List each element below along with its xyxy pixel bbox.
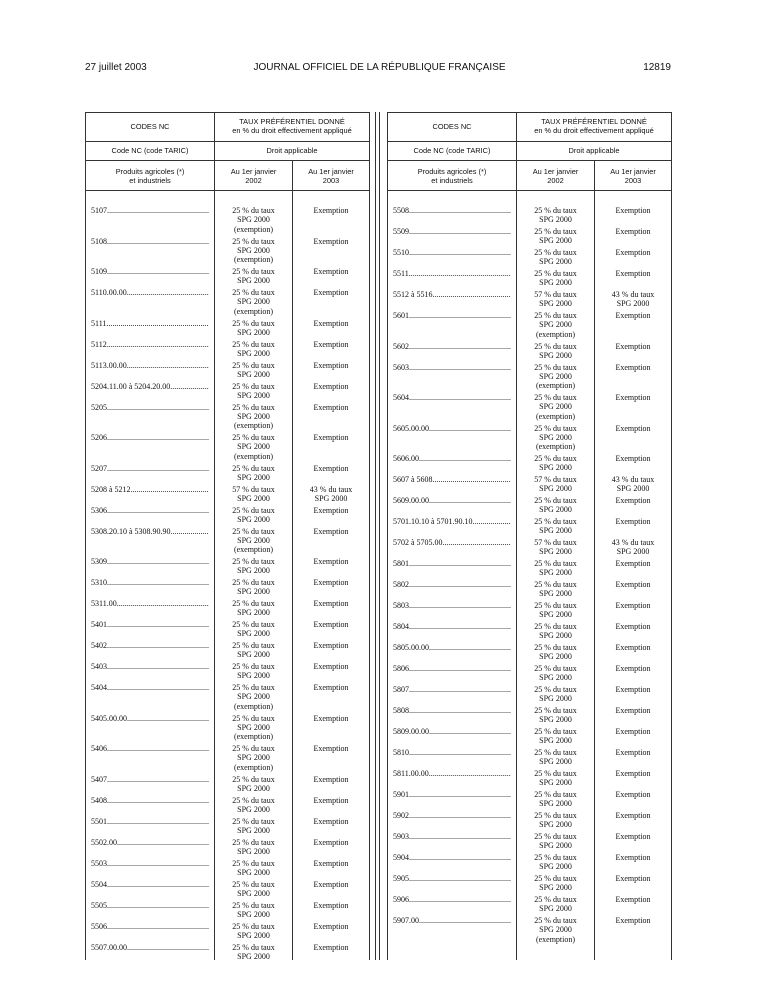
rate-2002: 25 % du taux SPG 2000 (exemption) bbox=[232, 744, 275, 772]
rate-2002: 57 % du taux SPG 2000 bbox=[232, 484, 275, 503]
rate-2003: Exemption bbox=[313, 339, 349, 349]
rate-2003: Exemption bbox=[615, 622, 651, 631]
rate-2002: 25 % du taux SPG 2000 bbox=[232, 795, 275, 814]
code-taric-heading: Code NC (code TARIC) bbox=[111, 146, 189, 155]
rate-2003: Exemption bbox=[615, 311, 651, 320]
rate-2003: Exemption bbox=[615, 248, 651, 257]
nc-code: 5109 ..... bbox=[91, 267, 209, 276]
rate-2002: 25 % du taux SPG 2000 bbox=[534, 811, 577, 830]
rate-2003: Exemption bbox=[615, 832, 651, 841]
nc-code: 5504 ..... bbox=[91, 880, 209, 889]
rate-2002: 25 % du taux SPG 2000 bbox=[534, 664, 577, 683]
produits-heading bbox=[388, 167, 516, 185]
produits-heading bbox=[86, 167, 214, 185]
droit-heading: Droit applicable bbox=[266, 146, 318, 155]
rate-2003: Exemption bbox=[313, 879, 349, 889]
rate-2002: 25 % du taux SPG 2000 bbox=[534, 227, 577, 246]
rate-2003: Exemption bbox=[313, 236, 349, 246]
rate-2003: Exemption bbox=[615, 706, 651, 715]
rate-2003: Exemption bbox=[313, 267, 349, 276]
rate-2003: Exemption bbox=[313, 381, 349, 391]
rate-2003: Exemption bbox=[615, 811, 651, 820]
rate-2002: 25 % du taux SPG 2000 bbox=[534, 454, 577, 473]
rate-2003: Exemption bbox=[615, 685, 651, 694]
rate-2002: 25 % du taux SPG 2000 bbox=[534, 248, 577, 267]
rate-2002: 25 % du taux SPG 2000 bbox=[534, 895, 577, 914]
taux-heading-line1: TAUX PRÉFÉRENTIEL DONNÉ bbox=[239, 117, 345, 126]
col-2002-heading-line2: 2002 bbox=[245, 176, 262, 185]
nc-code: 5512 à 5516 ..... bbox=[393, 290, 511, 299]
col-2002-heading bbox=[215, 167, 292, 185]
rate-2002: 25 % du taux SPG 2000 (exemption) bbox=[534, 423, 577, 452]
nc-code: 5208 à 5212 ..... bbox=[91, 485, 209, 494]
rate-2003: 43 % du taux SPG 2000 bbox=[309, 484, 353, 503]
nc-code: 5801 ..... bbox=[393, 559, 511, 568]
rate-2003: Exemption bbox=[615, 580, 651, 589]
rate-2002: 25 % du taux SPG 2000 bbox=[534, 601, 577, 620]
rate-2002: 25 % du taux SPG 2000 bbox=[232, 921, 275, 940]
table-header-columns bbox=[388, 161, 671, 191]
rate-2002: 25 % du taux SPG 2000 bbox=[232, 360, 275, 379]
rate-2003: Exemption bbox=[615, 423, 651, 433]
produits-heading-line1: Produits agricoles (*) bbox=[115, 167, 185, 176]
produits-heading-line2: et industriels bbox=[431, 176, 473, 185]
col-2002-heading-line2: 2002 bbox=[547, 176, 564, 185]
rate-2002: 25 % du taux SPG 2000 bbox=[232, 641, 275, 660]
rate-2003: Exemption bbox=[615, 601, 651, 610]
nc-code: 5604 ..... bbox=[393, 393, 511, 402]
nc-code: 5501 ..... bbox=[91, 817, 209, 826]
rate-2002: 25 % du taux SPG 2000 bbox=[232, 318, 275, 337]
nc-code: 5701.10.10 à 5701.90.10 ..... bbox=[393, 517, 511, 526]
rate-2003: Exemption bbox=[313, 620, 349, 629]
col-2003-heading-line1: Au 1er janvier bbox=[308, 167, 354, 176]
rate-2003: Exemption bbox=[615, 206, 651, 215]
nc-code: 5807 ..... bbox=[393, 685, 511, 694]
codes-nc-heading: CODES NC bbox=[432, 122, 472, 131]
rate-2002: 25 % du taux SPG 2000 bbox=[232, 942, 275, 961]
rate-2003: Exemption bbox=[615, 664, 651, 673]
nc-code: 5306 ..... bbox=[91, 506, 209, 515]
header-date: 27 juillet 2003 bbox=[85, 62, 147, 73]
col-2002-heading bbox=[517, 167, 594, 185]
droit-heading: Droit applicable bbox=[568, 146, 620, 155]
rate-2003: Exemption bbox=[313, 744, 349, 753]
nc-code: 5108 ..... bbox=[91, 237, 209, 246]
col-2003-heading bbox=[293, 167, 369, 185]
rate-2002: 25 % du taux SPG 2000 bbox=[534, 685, 577, 704]
rate-2003: Exemption bbox=[313, 599, 349, 608]
rate-2003: Exemption bbox=[615, 727, 651, 736]
nc-code: 5505 ..... bbox=[91, 901, 209, 910]
nc-code: 5906 ..... bbox=[393, 895, 511, 904]
rate-2002: 57 % du taux SPG 2000 bbox=[534, 538, 577, 557]
nc-code: 5511 ..... bbox=[393, 269, 511, 278]
rate-2003: Exemption bbox=[313, 662, 349, 671]
nc-code: 5811.00.00 ..... bbox=[393, 769, 511, 778]
rate-2002: 25 % du taux SPG 2000 bbox=[534, 559, 577, 578]
column-divider bbox=[379, 112, 380, 960]
table-header-title bbox=[86, 112, 369, 142]
rate-2002: 25 % du taux SPG 2000 bbox=[232, 662, 275, 681]
table-header-columns bbox=[86, 161, 369, 191]
nc-code: 5311.00 ..... bbox=[91, 599, 209, 608]
rate-2002: 25 % du taux SPG 2000 bbox=[534, 769, 577, 788]
rate-2003: Exemption bbox=[615, 227, 651, 236]
rate-2002: 25 % du taux SPG 2000 bbox=[232, 557, 275, 576]
table-header-sub bbox=[86, 141, 369, 161]
col-2002-heading-line1: Au 1er janvier bbox=[532, 167, 579, 176]
left-table bbox=[85, 112, 370, 960]
rate-2002: 25 % du taux SPG 2000 bbox=[534, 269, 577, 288]
rate-2003: Exemption bbox=[615, 559, 651, 568]
nc-code: 5602 ..... bbox=[393, 342, 511, 351]
nc-code: 5506 ..... bbox=[91, 922, 209, 931]
rate-2003: Exemption bbox=[615, 874, 651, 883]
nc-code: 5808 ..... bbox=[393, 706, 511, 715]
col-2003-heading-line1: Au 1er janvier bbox=[610, 167, 656, 176]
col-2003-heading-line2: 2003 bbox=[624, 176, 642, 185]
taux-heading bbox=[517, 117, 671, 135]
rate-2003: Exemption bbox=[615, 496, 651, 505]
rate-2002: 25 % du taux SPG 2000 bbox=[534, 643, 577, 662]
nc-code: 5806 ..... bbox=[393, 664, 511, 673]
nc-code: 5205 ..... bbox=[91, 403, 209, 412]
rate-2002: 25 % du taux SPG 2000 bbox=[534, 706, 577, 725]
nc-code: 5907.00 ..... bbox=[393, 916, 511, 925]
rate-2002: 25 % du taux SPG 2000 bbox=[232, 858, 275, 877]
rate-2002: 25 % du taux SPG 2000 (exemption) bbox=[232, 526, 275, 555]
nc-code: 5609.00.00 ..... bbox=[393, 496, 511, 505]
rate-2003: 43 % du taux SPG 2000 bbox=[611, 538, 655, 557]
nc-code: 5309 ..... bbox=[91, 557, 209, 566]
rate-2003: Exemption bbox=[313, 683, 349, 692]
rate-2003: Exemption bbox=[313, 713, 349, 723]
rate-2003: Exemption bbox=[313, 463, 349, 473]
rate-2003: Exemption bbox=[615, 341, 651, 351]
rate-2003: Exemption bbox=[313, 288, 349, 297]
rate-2002: 25 % du taux SPG 2000 (exemption) bbox=[534, 362, 577, 391]
rate-2002: 25 % du taux SPG 2000 bbox=[534, 748, 577, 767]
nc-code: 5107 ..... bbox=[91, 206, 209, 215]
col-2002-heading-line1: Au 1er janvier bbox=[230, 167, 277, 176]
nc-code: 5601 ..... bbox=[393, 311, 511, 320]
rate-2003: Exemption bbox=[313, 921, 349, 931]
nc-code: 5308.20.10 à 5308.90.90 ..... bbox=[91, 527, 209, 536]
produits-heading-line2: et industriels bbox=[129, 176, 171, 185]
nc-code: 5502.00 ..... bbox=[91, 838, 209, 847]
nc-code: 5607 à 5608 ..... bbox=[393, 475, 511, 484]
col-2003-heading bbox=[595, 167, 671, 185]
taux-heading bbox=[215, 117, 369, 135]
rate-2003: Exemption bbox=[313, 402, 349, 412]
produits-heading-line1: Produits agricoles (*) bbox=[417, 167, 487, 176]
rate-2002: 25 % du taux SPG 2000 bbox=[232, 339, 275, 358]
nc-code: 5204.11.00 à 5204.20.00 ..... bbox=[91, 382, 209, 391]
nc-code: 5111 ..... bbox=[91, 319, 209, 328]
rate-2003: Exemption bbox=[313, 858, 349, 868]
rate-2003: Exemption bbox=[615, 748, 651, 757]
rate-2002: 25 % du taux SPG 2000 bbox=[534, 206, 577, 225]
rate-2002: 25 % du taux SPG 2000 (exemption) bbox=[534, 916, 577, 944]
rate-2002: 25 % du taux SPG 2000 bbox=[232, 381, 275, 400]
rate-2002: 25 % du taux SPG 2000 bbox=[534, 622, 577, 641]
rate-2003: Exemption bbox=[615, 269, 651, 278]
nc-code: 5407 ..... bbox=[91, 775, 209, 784]
rate-2003: Exemption bbox=[313, 557, 349, 566]
rate-2002: 25 % du taux SPG 2000 bbox=[232, 837, 275, 856]
rate-2003: Exemption bbox=[615, 790, 651, 799]
rate-2003: Exemption bbox=[313, 578, 349, 587]
nc-code: 5112 ..... bbox=[91, 340, 209, 349]
rate-2002: 25 % du taux SPG 2000 bbox=[534, 727, 577, 746]
nc-code: 5110.00.00 ..... bbox=[91, 288, 209, 297]
rate-2003: Exemption bbox=[615, 769, 651, 778]
nc-code: 5905 ..... bbox=[393, 874, 511, 883]
rate-2002: 25 % du taux SPG 2000 bbox=[534, 580, 577, 599]
nc-code: 5508 ..... bbox=[393, 206, 511, 215]
nc-code: 5903 ..... bbox=[393, 832, 511, 841]
rate-2002: 25 % du taux SPG 2000 bbox=[534, 853, 577, 872]
nc-code: 5605.00.00 ..... bbox=[393, 424, 511, 433]
rate-2003: Exemption bbox=[313, 360, 349, 370]
col-2003-heading-line2: 2003 bbox=[322, 176, 340, 185]
rate-2002: 25 % du taux SPG 2000 bbox=[534, 832, 577, 851]
rate-2003: Exemption bbox=[615, 393, 651, 402]
rate-2002: 25 % du taux SPG 2000 bbox=[232, 879, 275, 898]
nc-code: 5408 ..... bbox=[91, 796, 209, 805]
nc-code: 5603 ..... bbox=[393, 363, 511, 372]
rate-2002: 25 % du taux SPG 2000 (exemption) bbox=[232, 236, 275, 265]
rate-2002: 25 % du taux SPG 2000 (exemption) bbox=[232, 683, 275, 711]
rate-2002: 25 % du taux SPG 2000 bbox=[232, 620, 275, 639]
nc-code: 5809.00.00 ..... bbox=[393, 727, 511, 736]
rate-2002: 25 % du taux SPG 2000 (exemption) bbox=[232, 206, 275, 234]
rate-2003: Exemption bbox=[313, 774, 349, 784]
rate-2002: 25 % du taux SPG 2000 bbox=[232, 267, 275, 286]
nc-code: 5402 ..... bbox=[91, 641, 209, 650]
rate-2002: 25 % du taux SPG 2000 (exemption) bbox=[232, 402, 275, 431]
nc-code: 5804 ..... bbox=[393, 622, 511, 631]
nc-code: 5810 ..... bbox=[393, 748, 511, 757]
rate-2002: 25 % du taux SPG 2000 (exemption) bbox=[232, 433, 275, 461]
rate-2003: Exemption bbox=[313, 433, 349, 442]
nc-code: 5406 ..... bbox=[91, 744, 209, 753]
rate-2003: Exemption bbox=[615, 454, 651, 463]
nc-code: 5510 ..... bbox=[393, 248, 511, 257]
table-header-sub bbox=[388, 141, 671, 161]
taux-heading-line2: en % du droit effectivement appliqué bbox=[232, 126, 352, 135]
right-table bbox=[387, 112, 672, 960]
rate-2002: 25 % du taux SPG 2000 bbox=[534, 874, 577, 893]
page-number: 12819 bbox=[643, 62, 671, 73]
rate-2002: 25 % du taux SPG 2000 bbox=[232, 599, 275, 618]
nc-code: 5207 ..... bbox=[91, 464, 209, 473]
rate-2003: Exemption bbox=[313, 942, 349, 952]
rate-2003: Exemption bbox=[313, 900, 349, 910]
taux-heading-line1: TAUX PRÉFÉRENTIEL DONNÉ bbox=[541, 117, 647, 126]
nc-code: 5401 ..... bbox=[91, 620, 209, 629]
nc-code: 5802 ..... bbox=[393, 580, 511, 589]
rate-2003: Exemption bbox=[313, 318, 349, 328]
nc-code: 5904 ..... bbox=[393, 853, 511, 862]
rate-2002: 25 % du taux SPG 2000 bbox=[232, 463, 275, 482]
codes-nc-heading: CODES NC bbox=[130, 122, 170, 131]
rate-2002: 25 % du taux SPG 2000 bbox=[232, 900, 275, 919]
nc-code: 5901 ..... bbox=[393, 790, 511, 799]
nc-code: 5503 ..... bbox=[91, 859, 209, 868]
rate-2002: 25 % du taux SPG 2000 bbox=[534, 341, 577, 360]
rate-2002: 25 % du taux SPG 2000 bbox=[534, 790, 577, 809]
nc-code: 5702 à 5705.00 ..... bbox=[393, 538, 511, 547]
rate-2003: 43 % du taux SPG 2000 bbox=[611, 475, 655, 494]
rate-2002: 57 % du taux SPG 2000 bbox=[534, 290, 577, 309]
nc-code: 5803 ..... bbox=[393, 601, 511, 610]
rate-2002: 57 % du taux SPG 2000 bbox=[534, 475, 577, 494]
rate-2003: Exemption bbox=[313, 795, 349, 805]
nc-code: 5310 ..... bbox=[91, 578, 209, 587]
nc-code: 5206 ..... bbox=[91, 433, 209, 442]
rate-2003: Exemption bbox=[615, 517, 651, 526]
rate-2002: 25 % du taux SPG 2000 (exemption) bbox=[232, 713, 275, 742]
nc-code: 5606.00 ..... bbox=[393, 454, 511, 463]
taux-heading-line2: en % du droit effectivement appliqué bbox=[534, 126, 654, 135]
rate-2003: Exemption bbox=[615, 895, 651, 904]
rate-2003: Exemption bbox=[313, 526, 349, 536]
rate-2002: 25 % du taux SPG 2000 bbox=[232, 774, 275, 793]
rate-2003: Exemption bbox=[313, 837, 349, 847]
rate-2003: Exemption bbox=[615, 916, 651, 925]
rate-2003: Exemption bbox=[615, 853, 651, 862]
rate-2002: 25 % du taux SPG 2000 bbox=[232, 816, 275, 835]
rate-2003: Exemption bbox=[313, 816, 349, 826]
rate-2003: Exemption bbox=[313, 505, 349, 515]
rate-2002: 25 % du taux SPG 2000 bbox=[534, 496, 577, 515]
nc-code: 5805.00.00 ..... bbox=[393, 643, 511, 652]
column-divider bbox=[375, 112, 376, 960]
nc-code: 5902 ..... bbox=[393, 811, 511, 820]
code-taric-heading: Code NC (code TARIC) bbox=[413, 146, 491, 155]
header-title: JOURNAL OFFICIEL DE LA RÉPUBLIQUE FRANÇAISE bbox=[253, 62, 506, 73]
nc-code: 5507.00.00 ..... bbox=[91, 943, 209, 952]
nc-code: 5404 ..... bbox=[91, 683, 209, 692]
rate-2002: 25 % du taux SPG 2000 (exemption) bbox=[534, 393, 577, 421]
nc-code: 5405.00.00 ..... bbox=[91, 714, 209, 723]
rate-2003: Exemption bbox=[313, 206, 349, 215]
table-header-title bbox=[388, 112, 671, 142]
rate-2003: Exemption bbox=[615, 643, 651, 652]
nc-code: 5509 ..... bbox=[393, 227, 511, 236]
rate-2002: 25 % du taux SPG 2000 (exemption) bbox=[534, 311, 577, 339]
rate-2003: 43 % du taux SPG 2000 bbox=[611, 290, 655, 309]
rate-2002: 25 % du taux SPG 2000 bbox=[232, 505, 275, 524]
rate-2003: Exemption bbox=[615, 362, 651, 372]
nc-code: 5403 ..... bbox=[91, 662, 209, 671]
rate-2002: 25 % du taux SPG 2000 bbox=[534, 517, 577, 536]
rate-2003: Exemption bbox=[313, 641, 349, 650]
nc-code: 5113.00.00 ..... bbox=[91, 361, 209, 370]
rate-2002: 25 % du taux SPG 2000 bbox=[232, 578, 275, 597]
rate-2002: 25 % du taux SPG 2000 (exemption) bbox=[232, 288, 275, 316]
